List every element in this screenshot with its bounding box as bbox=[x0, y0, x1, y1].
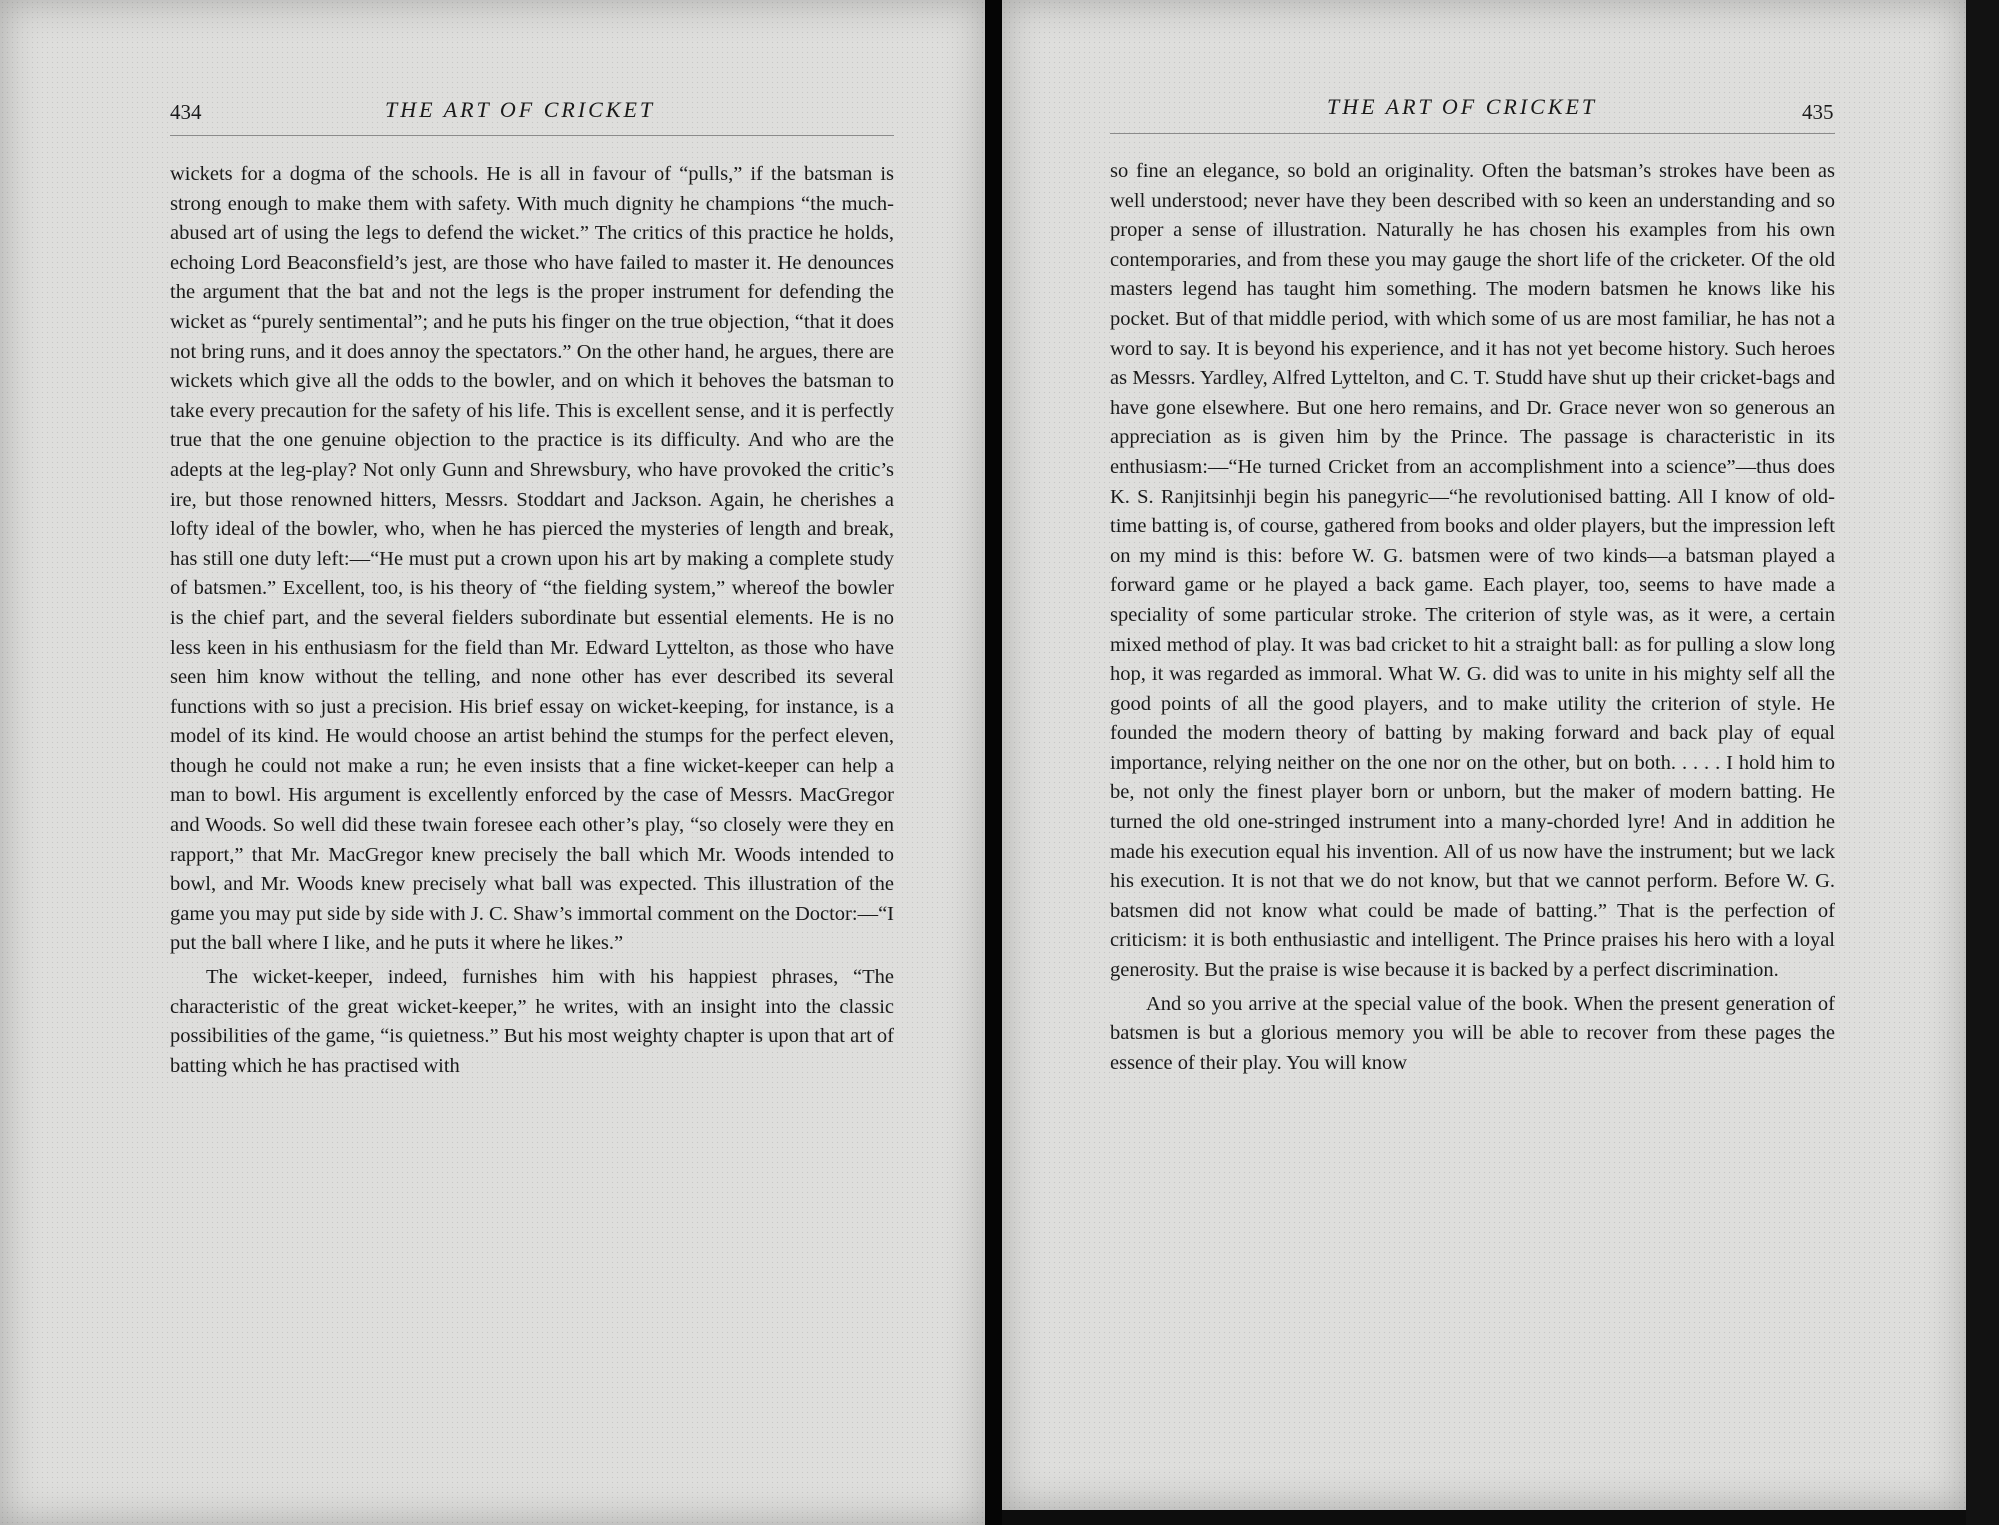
paragraph: so fine an elegance, so bold an originality. Often the batsman’s strokes have been as well understood; never have they been described with so keen an understanding and so proper a sense of illustration. Naturally he has chosen his examples from his own contemporaries, and from these you may gauge the short life of the cricketer. Of the old masters legend has taught him something. The modern batsmen he knows like his pocket. But of that middle period, with which some of us are most familiar, he has not a word to say. It is beyond his experience, and it has not yet become history. Such heroes as Messrs. Yardley, Alfred Lyttelton, and C. T. Studd have shut up their cricket-bags and have gone elsewhere. But one hero remains, and Dr. Grace never won so generous an appreciation as is given him by the Prince. The passage is characteristic in its enthusiasm:—“He turned Cricket from an accomplishment into a science”—thus does K. S. Ranjitsinhji begin his panegyric—“he revolutionised batting. All I know of old-time batting is, of course, gathered from books and older players, but the impression left on my mind is this: before W. G. batsmen were of two kinds—a batsman played a forward game or he played a back game. Each player, too, seems to have made a speciality of some particular stroke. The criterion of style was, as it were, a certain mixed method of play. It was bad cricket to hit a straight ball: as for pulling a slow long hop, it was regarded as immoral. What W. G. did was to unite in his mighty self all the good points of all the good players, and to make utility the criterion of style. He founded the modern theory of batting by making forward and back play of equal importance, relying neither on the one nor on the other, but on both. . . . . I hold him to be, not only the finest player born or unborn, but the maker of modern batting. He turned the old one-stringed instrument into a many-chorded lyre! And in addition he made his execution equal his invention. All of us now have the instrument; but we lack his execution. It is not that we do not know, but that we cannot perform. Before W. G. batsmen did not know what could be made of batting.” That is the perfection of criticism: it is both enthusiastic and intelligent. The Prince praises his hero with a loyal generosity. But the praise is wise because it is backed by a perfect discrimination. bbox=[1110, 160, 1835, 982]
paragraph: The wicket-keeper, indeed, furnishes him with his happiest phrases, “The characteristic of the great wicket-keeper,” he writes, with an insight into the classic possibilities of the game, “is quietness.” But his most weighty chapter is upon that art of batting which he has practised with bbox=[170, 966, 894, 1077]
body-text bbox=[170, 160, 894, 1081]
body-text bbox=[1110, 157, 1835, 1078]
header-rule bbox=[1110, 133, 1835, 134]
page-number: 435 bbox=[1802, 100, 1834, 124]
header-rule bbox=[170, 135, 894, 136]
right-page bbox=[1002, 0, 1966, 1510]
running-title: THE ART OF CRICKET bbox=[1327, 94, 1598, 119]
left-page bbox=[0, 0, 985, 1525]
scan-edge bbox=[1966, 0, 1999, 1525]
paragraph: wickets for a dogma of the schools. He is all in favour of “pulls,” if the batsman is strong enough to make them with safety. With much dignity he champions “the much-abused art of using the legs to defend the wicket.” The critics of this practice he holds, echoing Lord Beaconsfield’s jest, are those who have failed to master it. He denounces the argument that the bat and not the legs is the proper instrument for defending the wicket as “purely sentimental”; and he puts his finger on the true objection, “that it does not bring runs, and it does annoy the spectators.” On the other hand, he argues, there are wickets which give all the odds to the bowler, and on which it behoves the batsman to take every precaution for the safety of his life. This is excellent sense, and it is perfectly true that the one genuine objection to the practice is its difficulty. And who are the adepts at the leg-play? Not only Gunn and Shrewsbury, who have provoked the critic’s ire, but those renowned hitters, Messrs. Stoddart and Jackson. Again, he cherishes a lofty ideal of the bowler, who, when he has pierced the mysteries of length and break, has still one duty left:—“He must put a crown upon his art by making a complete study of batsmen.” Excellent, too, is his theory of “the fielding system,” whereof the bowler is the chief part, and the several fielders subordinate but essential elements. He is no less keen in his enthusiasm for the field than Mr. Edward Lyttelton, as those who have seen him know without the telling, and none other has ever described its several functions with so just a precision. His brief essay on wicket-keeping, for instance, is a model of its kind. He would choose an artist behind the stumps for the perfect eleven, though he could not make a run; he even insists that a fine wicket-keeper can help a man to bowl. His argument is excellently enforced by the case of Messrs. MacGregor and Woods. So well did these twain foresee each other’s play, “so closely were they en rapport,” that Mr. MacGregor knew precisely the ball which Mr. Woods intended to bowl, and Mr. Woods knew precisely what ball was expected. This illustration of the game you may put side by side with J. C. Shaw’s immortal comment on the Doctor:—“I put the ball where I like, and he puts it where he likes.” bbox=[170, 163, 894, 955]
book-gutter bbox=[985, 0, 1002, 1525]
running-title: THE ART OF CRICKET bbox=[385, 97, 656, 122]
page-number: 434 bbox=[170, 100, 202, 124]
paragraph: And so you arrive at the special value of the book. When the present generation of batsmen is but a glorious memory you will be able to recover from these pages the essence of their play. You will know bbox=[1110, 992, 1835, 1074]
